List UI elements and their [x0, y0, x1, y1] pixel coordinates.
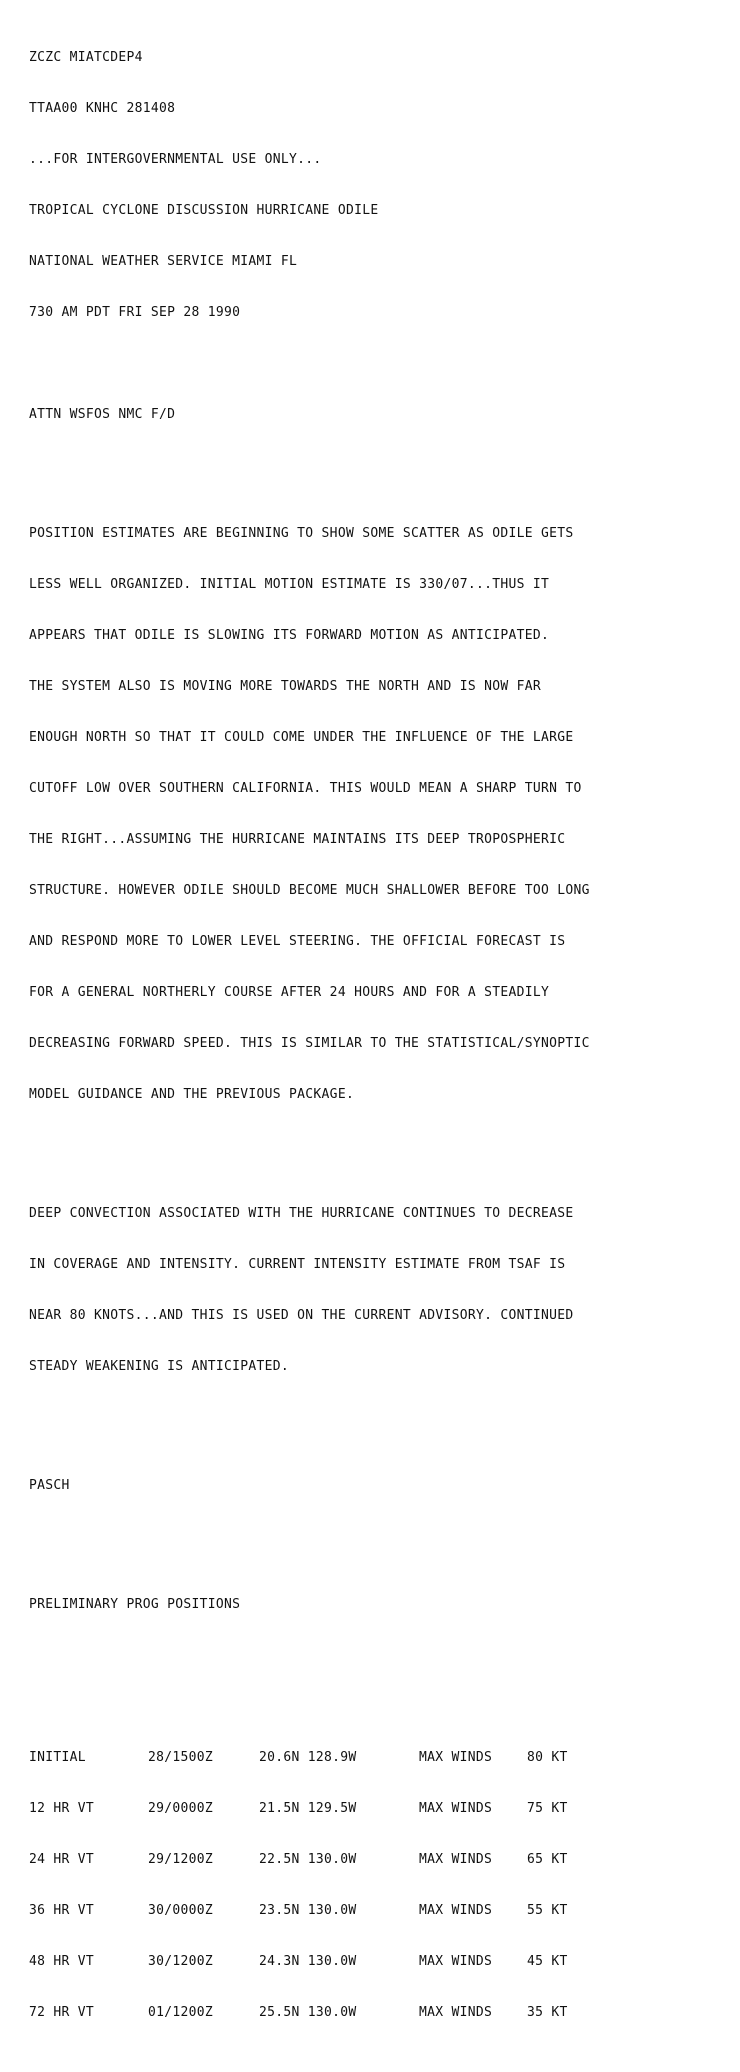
- discussion-document: [29, 15, 729, 2072]
- table-row: [29, 1800, 729, 1817]
- prog-time: 30/0000Z: [148, 1903, 214, 1918]
- prog-winds: 55 KT: [527, 1903, 568, 1918]
- paragraph-1-line: FOR A GENERAL NORTHERLY COURSE AFTER 24 HOURS AND FOR A STEADILY: [29, 985, 550, 1000]
- table-row: [29, 1902, 729, 1919]
- prog-winds-label: MAX WINDS: [419, 1852, 493, 1867]
- prog-winds: 65 KT: [527, 1852, 568, 1867]
- prog-winds-label: MAX WINDS: [419, 1750, 493, 1765]
- prog-label: INITIAL: [29, 1750, 86, 1765]
- header-line: ZCZC MIATCDEP4: [29, 50, 143, 65]
- header-line: 730 AM PDT FRI SEP 28 1990: [29, 305, 241, 320]
- header-line: TROPICAL CYCLONE DISCUSSION HURRICANE ODILE: [29, 203, 379, 218]
- paragraph-2-line: NEAR 80 KNOTS...AND THIS IS USED ON THE CURRENT ADVISORY. CONTINUED: [29, 1308, 574, 1323]
- prog-winds-label: MAX WINDS: [419, 2005, 493, 2020]
- attn-line: ATTN WSFOS NMC F/D: [29, 407, 176, 422]
- prog-label: 48 HR VT: [29, 1954, 95, 1969]
- prog-winds-label: MAX WINDS: [419, 1954, 493, 1969]
- prog-winds-label: MAX WINDS: [419, 1801, 493, 1816]
- paragraph-2-line: DEEP CONVECTION ASSOCIATED WITH THE HURRICANE CONTINUES TO DECREASE: [29, 1206, 574, 1221]
- blank-line: [29, 1137, 729, 1154]
- paragraph-1-line: THE SYSTEM ALSO IS MOVING MORE TOWARDS THE NORTH AND IS NOW FAR: [29, 679, 541, 694]
- prog-time: 30/1200Z: [148, 1954, 214, 1969]
- paragraph-1-line: AND RESPOND MORE TO LOWER LEVEL STEERING. THE OFFICIAL FORECAST IS: [29, 934, 566, 949]
- table-row: [29, 1749, 729, 1766]
- prog-position: 23.5N 130.0W: [259, 1903, 357, 1918]
- prog-position: 24.3N 130.0W: [259, 1954, 357, 1969]
- header-line: NATIONAL WEATHER SERVICE MIAMI FL: [29, 254, 298, 269]
- blank-line: [29, 1409, 729, 1426]
- prog-position: 21.5N 129.5W: [259, 1801, 357, 1816]
- prog-label: 36 HR VT: [29, 1903, 95, 1918]
- blank-line: [29, 1647, 729, 1664]
- blank-line: [29, 1528, 729, 1545]
- paragraph-1-line: CUTOFF LOW OVER SOUTHERN CALIFORNIA. THIS WOULD MEAN A SHARP TURN TO: [29, 781, 582, 796]
- prog-label: 24 HR VT: [29, 1852, 95, 1867]
- prog-winds: 35 KT: [527, 2005, 568, 2020]
- prog-position: 25.5N 130.0W: [259, 2005, 357, 2020]
- prog-time: 28/1500Z: [148, 1750, 214, 1765]
- blank-line: [29, 355, 729, 372]
- prog-time: 29/1200Z: [148, 1852, 214, 1867]
- paragraph-1-line: DECREASING FORWARD SPEED. THIS IS SIMILAR TO THE STATISTICAL/SYNOPTIC: [29, 1036, 590, 1051]
- prog-label: 72 HR VT: [29, 2005, 95, 2020]
- paragraph-2-line: IN COVERAGE AND INTENSITY. CURRENT INTENSITY ESTIMATE FROM TSAF IS: [29, 1257, 566, 1272]
- prog-label: 12 HR VT: [29, 1801, 95, 1816]
- paragraph-1-line: LESS WELL ORGANIZED. INITIAL MOTION ESTIMATE IS 330/07...THUS IT: [29, 577, 550, 592]
- table-row: [29, 1953, 729, 1970]
- header-line: TTAA00 KNHC 281408: [29, 101, 176, 116]
- prog-position: 20.6N 128.9W: [259, 1750, 357, 1765]
- signature: PASCH: [29, 1478, 70, 1493]
- paragraph-1-line: POSITION ESTIMATES ARE BEGINNING TO SHOW SOME SCATTER AS ODILE GETS: [29, 526, 574, 541]
- header-line: ...FOR INTERGOVERNMENTAL USE ONLY...: [29, 152, 322, 167]
- prog-time: 01/1200Z: [148, 2005, 214, 2020]
- table-row: [29, 2004, 729, 2021]
- prog-winds-label: MAX WINDS: [419, 1903, 493, 1918]
- prog-winds: 75 KT: [527, 1801, 568, 1816]
- paragraph-1-line: APPEARS THAT ODILE IS SLOWING ITS FORWARD MOTION AS ANTICIPATED.: [29, 628, 550, 643]
- table-row: [29, 1851, 729, 1868]
- paragraph-1-line: STRUCTURE. HOWEVER ODILE SHOULD BECOME MUCH SHALLOWER BEFORE TOO LONG: [29, 883, 590, 898]
- paragraph-2-line: STEADY WEAKENING IS ANTICIPATED.: [29, 1359, 290, 1374]
- paragraph-1-line: ENOUGH NORTH SO THAT IT COULD COME UNDER THE INFLUENCE OF THE LARGE: [29, 730, 574, 745]
- prog-winds: 80 KT: [527, 1750, 568, 1765]
- paragraph-1-line: MODEL GUIDANCE AND THE PREVIOUS PACKAGE.: [29, 1087, 355, 1102]
- prog-positions-table: [29, 1715, 729, 2055]
- prog-time: 29/0000Z: [148, 1801, 214, 1816]
- prog-position: 22.5N 130.0W: [259, 1852, 357, 1867]
- prog-winds: 45 KT: [527, 1954, 568, 1969]
- paragraph-1-line: THE RIGHT...ASSUMING THE HURRICANE MAINTAINS ITS DEEP TROPOSPHERIC: [29, 832, 566, 847]
- prog-title: PRELIMINARY PROG POSITIONS: [29, 1597, 241, 1612]
- blank-line: [29, 457, 729, 474]
